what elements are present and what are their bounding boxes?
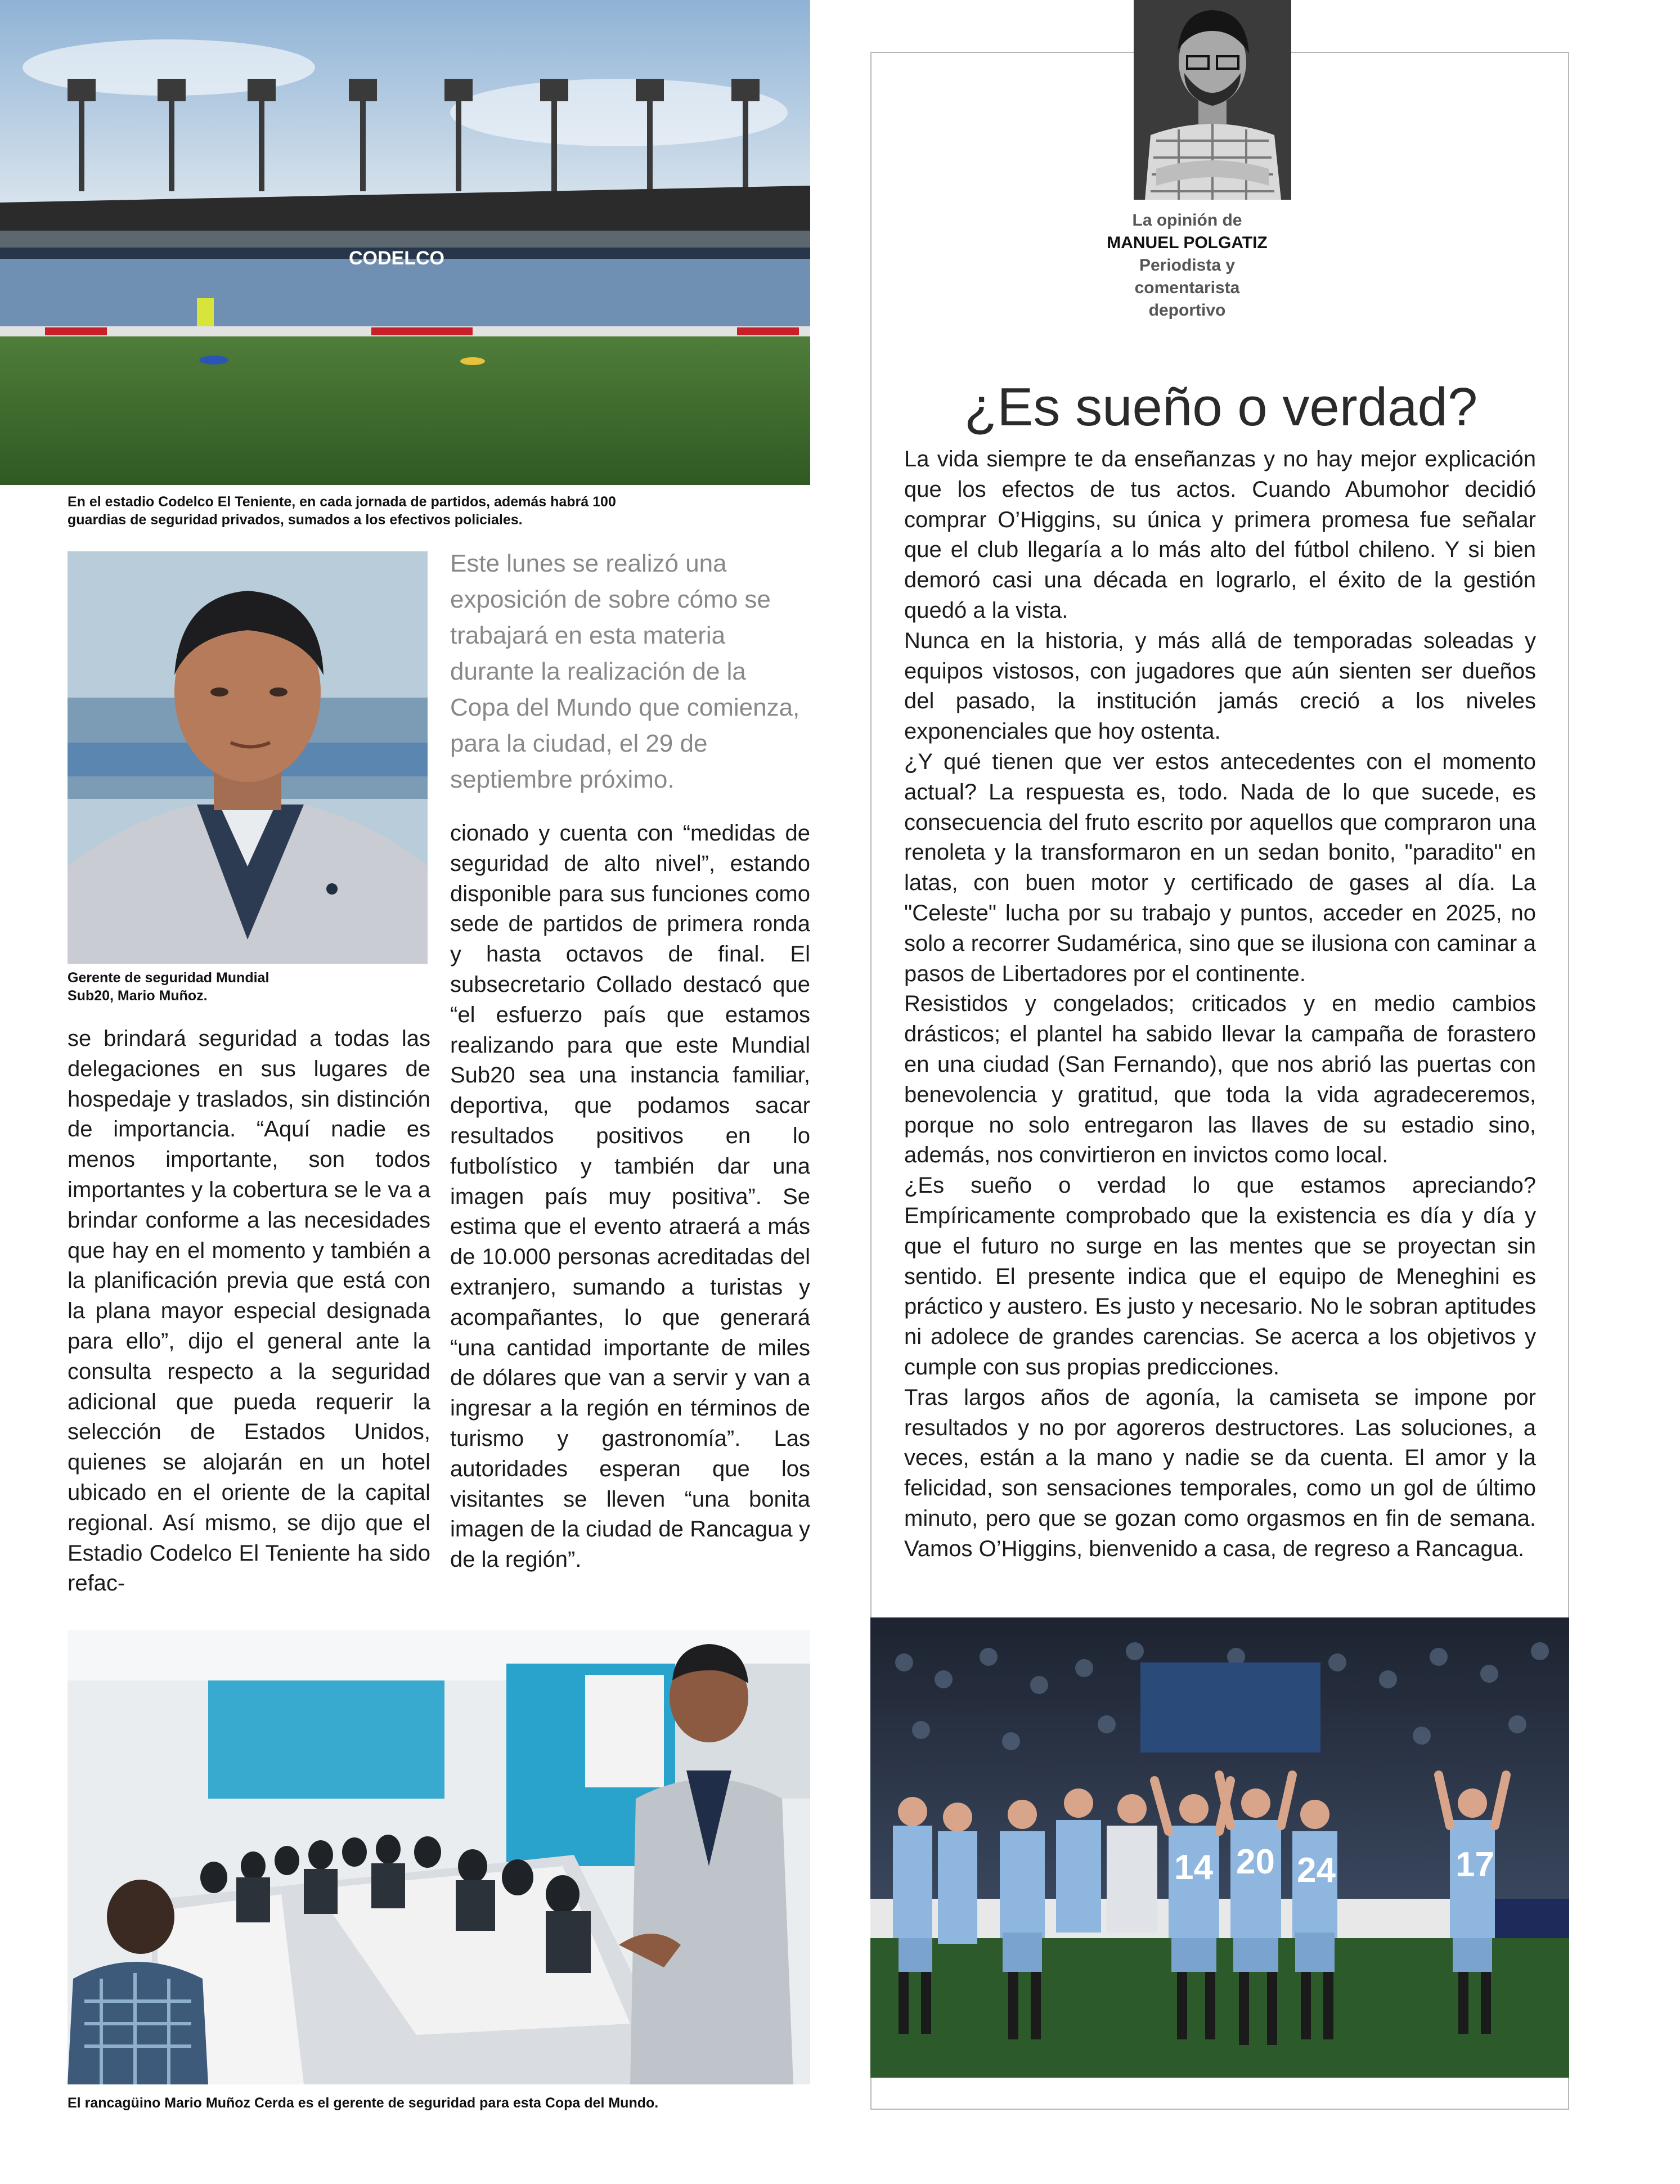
stadium-signage: CODELCO [349, 248, 444, 269]
opinion-body [904, 444, 1536, 1564]
portrait-caption: Gerente de seguridad Mundial Sub20, Mario Muñoz. [68, 970, 269, 1004]
jersey-number: 14 [1174, 1848, 1213, 1887]
stadium-photo [0, 0, 810, 485]
author-name: MANUEL POLGATIZ [1107, 233, 1268, 252]
author-role: Periodista y comentarista deportivo [1134, 256, 1240, 320]
article-column-2 [450, 819, 810, 1575]
meeting-caption: El rancagüino Mario Muñoz Cerda es el gerente de seguridad para esta Copa del Mundo. [68, 2095, 659, 2111]
meeting-photo [68, 1630, 810, 2084]
opinion-paragraph: ¿Es sueño o verdad lo que estamos apreciando? Empíricamente comprobado que la existencia es día y día y que el futuro no surge en las mentes que se proyectan sin sentido. El presente indica que el equipo de Meneghini es práctico y austero. Es justo y necesario. No le sobran aptitudes ni adolece de grandes carencias. Se acerca a los objetivos y cumple con sus propias predicciones. [904, 1173, 1536, 1379]
opinion-paragraph: ¿Y qué tienen que ver estos antecedentes con el momento actual? La respuesta es, todo. Nada de lo que sucede, es consecuencia del fruto escrito por aquellos que compraron una renoleta y la transformaron en un sedan bonito, "paradito" en latas, con buen motor y certificado de gases al día. La "Celeste" lucha por su trabajo y puntos, acceder en 2025, no solo a recorrer Sudamérica, sino que se ilusiona con caminar a pasos de Libertadores por el continente. [904, 749, 1536, 986]
jersey-number: 20 [1236, 1843, 1275, 1881]
article-col1-text: se brindará seguridad a todas las delegaciones en sus lugares de hospedaje y traslados, sin distinción de importancia. “Aquí nadie es menos importante, son todos importantes y la cobertura se le va a brindar conforme a las necesidades que hay en el momento y también a la planificación previa que está con la plana mayor especial designada para ello”, dijo el general ante la consulta respecto a la seguridad adicional que pueda requerir la selección de Estados Unidos, quienes se alojarán en un hotel ubicado en el oriente de la capital regional. Así mismo, se dijo que el Estadio Codelco El Teniente ha sido refac- [68, 1026, 430, 1596]
author-block [1103, 209, 1272, 322]
opinion-paragraph: Nunca en la historia, y más allá de temporadas soleadas y equipos vistosos, con jugadores que aún sienten ser dueños del pasado, la institución jamás creció a los niveles exponenciales que hoy ostenta. [904, 628, 1536, 744]
author-photo [1134, 0, 1291, 200]
team-photo [870, 1617, 1569, 2078]
opinion-paragraph: La vida siempre te da enseñanzas y no hay mejor explicación que los efectos de tus actos. Cuando Abumohor decidió comprar O’Higgins, su única y primera promesa fue señalar que el club llegaría a lo más alto del fútbol chileno. Y si bien demoró casi una década en lograrlo, el éxito de la gestión quedó a la vista. [904, 447, 1536, 623]
portrait-photo [68, 551, 428, 964]
stadium-caption: En el estadio Codelco El Teniente, en cada jornada de partidos, además habrá 100 guardias de seguridad privados, sumados a los efectivos policiales. [68, 494, 616, 528]
opinion-headline: ¿Es sueño o verdad? [964, 377, 1478, 438]
article-column-1 [68, 1024, 430, 1599]
article-lead: Este lunes se realizó una exposición de sobre cómo se trabajará en esta materia durante la realización de la Copa del Mundo que comienza, para la ciudad, el 29 de septiembre próximo. [450, 550, 800, 793]
article-col2-text: cionado y cuenta con “medidas de seguridad de alto nivel”, estando disponible para sus funciones como sede de partidos de primera ronda y hasta octavos de final. El subsecretario Collado destacó que “el esfuerzo país que estamos realizando para que este Mundial Sub20 sea una instancia familiar, deportiva, que podamos sacar resultados positivos en lo futbolístico y también dar una imagen país muy positiva”. Se estima que el evento atraerá a más de 10.000 personas acreditadas del extranjero, sumando a turistas y acompañantes, lo que generará “una cantidad importante de miles de dólares que van a servir y van a ingresar a la región en términos de turismo y gastronomía”. Las autoridades esperan que los visitantes se lleven “una bonita imagen de la ciudad de Rancagua y de la región”. [450, 821, 810, 1572]
jersey-number: 17 [1456, 1845, 1494, 1884]
jersey-number: 24 [1297, 1851, 1336, 1890]
opinion-paragraph: Resistidos y congelados; criticados y en medio cambios drásticos; el plantel ha sabido llevar la campaña de forastero en una ciudad (San Fernando), que nos abrió las puertas con benevolencia y gratitud, que toda la vida agradeceremos, porque no solo entregaron las llaves de su estadio sino, además, nos convirtieron en invictos como local. [904, 991, 1536, 1168]
author-label: La opinión de [1132, 211, 1242, 230]
opinion-paragraph: Tras largos años de agonía, la camiseta se impone por resultados y no por agoreros destructores. Las soluciones, a veces, están a la mano y nadie se da cuenta. El amor y la felicidad, son sensaciones temporales, como un gol de último minuto, pero que se gozan como orgasmos en fin de semana. Vamos O’Higgins, bienvenido a casa, de regreso a Rancagua. [904, 1385, 1536, 1561]
